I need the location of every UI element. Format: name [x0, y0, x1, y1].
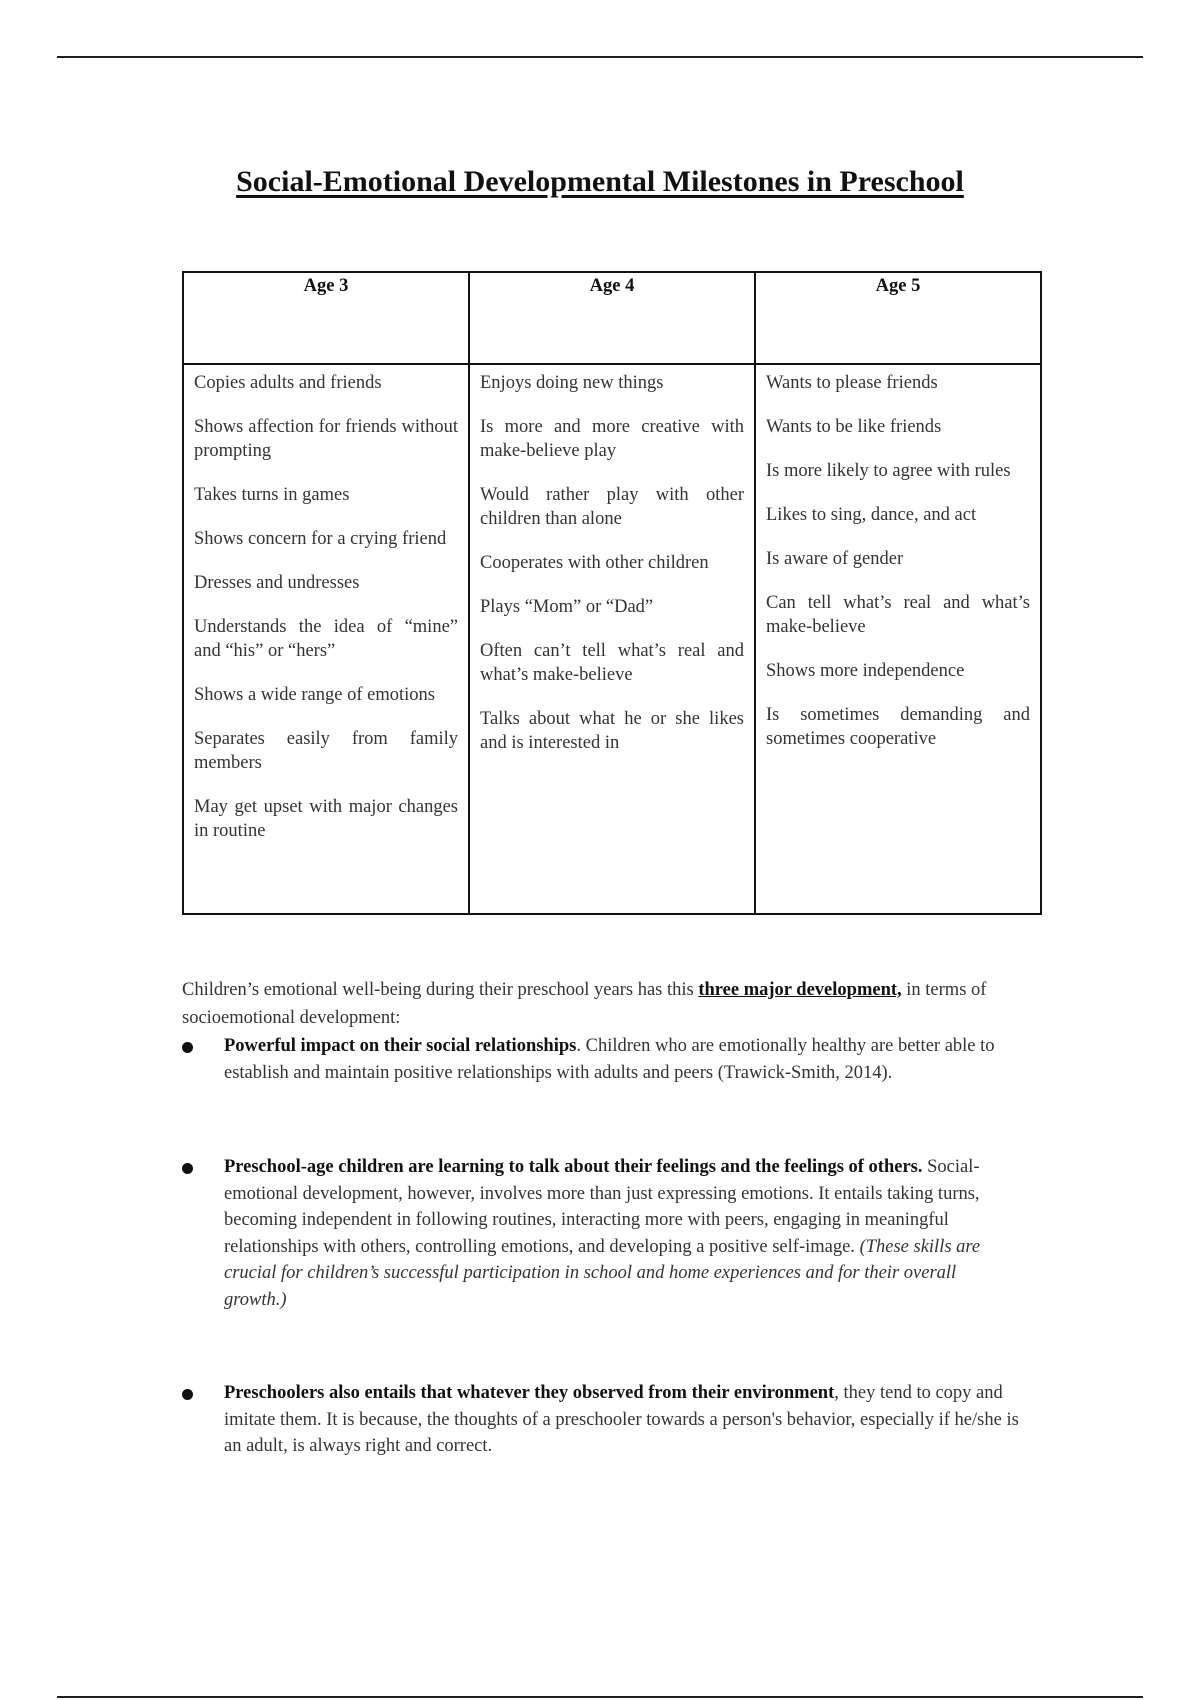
bullet-body: , they tend to copy and imitate them. It is because, the thoughts of a preschooler towards a person's behavior, especially if he/she is an adult, is always right and correct.: [224, 1383, 1019, 1456]
page-title: Social-Emotional Developmental Milestones in Preschool: [236, 165, 964, 199]
bullet-text: [224, 1154, 1022, 1313]
bullet-note: (These skills are crucial for children’s successful participation in school and home experiences and for their overall growth.): [224, 1236, 981, 1310]
list-item: Is more likely to agree with rules: [766, 461, 1011, 481]
list-item: Shows concern for a crying friend: [194, 529, 447, 549]
bullet-dot-icon: [182, 1389, 193, 1400]
list-item: Shows a wide range of emotions: [194, 685, 435, 705]
list-item: Can tell what’s real and what’s make-believe: [766, 593, 1030, 637]
list-item: Enjoys doing new things: [480, 373, 664, 393]
list-item: Wants to be like friends: [766, 417, 942, 437]
list-item: Shows more independence: [766, 661, 965, 681]
bullet-lead: Powerful impact on their social relationships: [224, 1036, 577, 1056]
age-4-column: [469, 364, 755, 914]
bullet-body: Social-emotional development, however, involves more than just expressing emotions. It entails taking turns, becoming independent in following routines, interacting more with peers, engaging in meaningful relationships with others, controlling emotions, and developing a positive self-image.: [224, 1157, 980, 1257]
bullet-item-social-relationships: [182, 1033, 1022, 1086]
header-age-4: Age 4: [469, 272, 755, 364]
bullet-item-feelings: [182, 1154, 1022, 1313]
list-item: Likes to sing, dance, and act: [766, 505, 977, 525]
intro-paragraph: [182, 976, 1012, 1032]
top-rule: [57, 56, 1143, 58]
table-header-row: [183, 272, 1041, 364]
list-item: Understands the idea of “mine” and “his” or “hers”: [194, 617, 458, 661]
age-5-column: [755, 364, 1041, 914]
list-item: Wants to please friends: [766, 373, 938, 393]
bullet-item-imitation: [182, 1380, 1022, 1460]
intro-text-end: in terms of socioemotional development:: [182, 979, 987, 1028]
list-item: Takes turns in games: [194, 485, 350, 505]
age-3-column: [183, 364, 469, 914]
bullet-text: [224, 1033, 1022, 1086]
list-item: Would rather play with other children than alone: [480, 485, 744, 529]
intro-highlight: three major development,: [698, 979, 902, 1000]
bottom-rule: [57, 1696, 1143, 1698]
list-item: Copies adults and friends: [194, 373, 382, 393]
bullet-lead: Preschoolers also entails that whatever they observed from their environment: [224, 1383, 835, 1403]
list-item: Is aware of gender: [766, 549, 904, 569]
milestones-table: [182, 271, 1042, 915]
bullet-dot-icon: [182, 1042, 193, 1053]
list-item: Plays “Mom” or “Dad”: [480, 597, 654, 617]
bullet-body: . Children who are emotionally healthy are better able to establish and maintain positive relationships with adults and peers (Trawick-Smith, 2014).: [224, 1036, 995, 1083]
list-item: Cooperates with other children: [480, 553, 709, 573]
list-item: Often can’t tell what’s real and what’s make-believe: [480, 641, 744, 685]
bullet-dot-icon: [182, 1163, 193, 1174]
list-item: Is more and more creative with make-believe play: [480, 417, 744, 461]
bullet-text: [224, 1380, 1022, 1460]
list-item: Dresses and undresses: [194, 573, 360, 593]
bullet-lead: Preschool-age children are learning to talk about their feelings and the feelings of others.: [224, 1157, 923, 1177]
list-item: Talks about what he or she likes and is interested in: [480, 709, 744, 753]
list-item: Is sometimes demanding and sometimes cooperative: [766, 705, 1030, 749]
list-item: Shows affection for friends without prompting: [194, 417, 458, 461]
header-age-3: Age 3: [183, 272, 469, 364]
header-age-5: Age 5: [755, 272, 1041, 364]
intro-text-start: Children’s emotional well-being during their preschool years has this: [182, 979, 699, 1000]
table-row: [183, 364, 1041, 914]
list-item: May get upset with major changes in routine: [194, 797, 458, 841]
list-item: Separates easily from family members: [194, 729, 458, 773]
